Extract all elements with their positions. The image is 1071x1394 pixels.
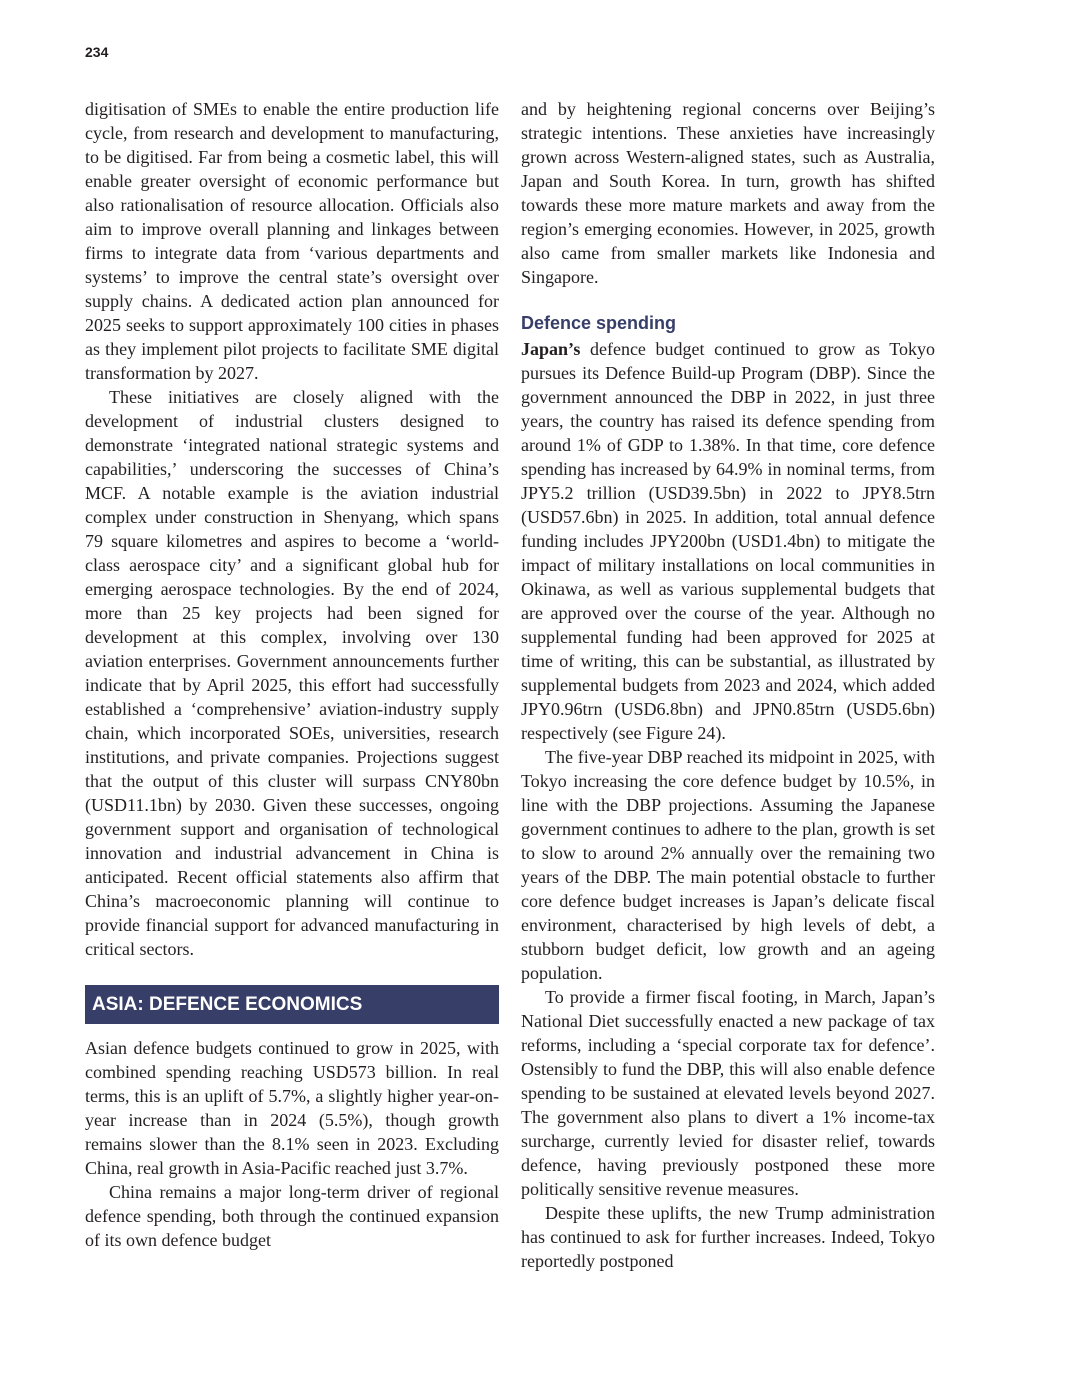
body-paragraph: Asian defence budgets continued to grow in 2025, with combined spending reaching USD573 billion. In real terms, this is an uplift of 5.7%, a slightly higher year-on-year increase than in 2024 (5.5%), though growth remains slower than the 8.1% seen in 2023. Excluding China, real growth in Asia-Pacific reached just 3.7%. [85, 1038, 499, 1178]
lead-in-bold: Japan’s [521, 339, 581, 359]
body-paragraph: To provide a firmer fiscal footing, in March, Japan’s National Diet successfully enacted a new package of tax reforms, including a ‘special corporate tax for defence’. Ostensibly to fund the DBP, this will also enable defence spending to be sustained at elevated levels beyond 2027. The government also plans to divert a 1% income-tax surcharge, currently levied for disaster relief, towards defence, having previously postponed these more politically sensitive revenue measures. [521, 987, 935, 1199]
section-heading: Defence spending [521, 313, 677, 333]
body-paragraph: digitisation of SMEs to enable the entire production life cycle, from research and development to manufacturing, to be digitised. Far from being a cosmetic label, this will enable greater oversight of economic performance but also rationalisation of resource allocation. Officials also aim to improve overall planning and linkages between firms to integrate data from ‘various departments and systems’ to improve the central state’s oversight over supply chains. A dedicated action plan announced for 2025 seeks to support approximately 100 cities in phases as they implement pilot projects to facilitate SME digital transformation by 2027. [85, 99, 499, 383]
body-paragraph [521, 337, 935, 745]
body-paragraph: Despite these uplifts, the new Trump administration has continued to ask for further increases. Indeed, Tokyo reportedly postponed [521, 1203, 935, 1271]
body-paragraph: These initiatives are closely aligned with the development of industrial clusters designed to demonstrate ‘integrated national strategic systems and capabilities,’ underscoring the successes of China’s MCF. A notable example is the aviation industrial complex under construction in Shenyang, which spans 79 square kilometres and aspires to become a ‘world-class aerospace city’ and a significant global hub for emerging aerospace technologies. By the end of 2024, more than 25 key projects had been signed for development at this complex, involving over 130 aviation enterprises. Government announcements further indicate that by April 2025, this effort had successfully established a ‘comprehensive’ aviation-industry supply chain, which incorporated SOEs, universities, research institutions, and private companies. Projections suggest that the output of this cluster will surpass CNY80bn (USD11.1bn) by 2030. Given these successes, ongoing government support and organisation of technological innovation and industrial advancement in China is anticipated. Recent official statements also affirm that China’s macroeconomic planning will continue to provide financial support for advanced manufacturing in critical sectors. [85, 387, 499, 959]
section-banner: ASIA: DEFENCE ECONOMICS [85, 985, 499, 1024]
paragraph-text: defence budget continued to grow as Tokyo pursues its Defence Build-up Program (DBP). Since the government announced the DBP in 2022, in just three years, the country has raised its defence spending from around 1% of GDP to 1.38%. In that time, core defence spending has increased by 64.9% in nominal terms, from JPY5.2 trillion (USD39.5bn) in 2022 to JPY8.5trn (USD57.6bn) in 2025. In addition, total annual defence funding includes JPY200bn (USD1.4bn) to mitigate the impact of military installations on local communities in Okinawa, as well as various supplemental budgets that are approved over the course of the year. Although no supplemental funding had been approved for 2025 at time of writing, this can be substantial, as illustrated by supplemental budgets from 2023 and 2024, which added JPY0.96trn (USD6.8bn) and JPN0.85trn (USD5.6bn) respectively (see Figure 24). [521, 339, 935, 743]
left-column [85, 97, 499, 1252]
right-column [521, 97, 935, 1273]
body-paragraph: China remains a major long-term driver of regional defence spending, both through the continued expansion of its own defence budget [85, 1182, 499, 1250]
body-paragraph: The five-year DBP reached its midpoint in 2025, with Tokyo increasing the core defence budget by 10.5%, in line with the DBP projections. Assuming the Japanese government continues to adhere to the plan, growth is set to slow to around 2% annually over the remaining two years of the DBP. The main potential obstacle to further core defence budget increases is Japan’s delicate fiscal environment, characterised by high levels of debt, a stubborn budget deficit, low growth and an ageing population. [521, 747, 935, 983]
page-number: 234 [85, 44, 109, 60]
body-paragraph: and by heightening regional concerns over Beijing’s strategic intentions. These anxieties have increasingly grown across Western-aligned states, such as Australia, Japan and South Korea. In turn, growth has shifted towards these more mature markets and away from the region’s emerging economies. However, in 2025, growth also came from smaller markets like Indonesia and Singapore. [521, 99, 935, 287]
